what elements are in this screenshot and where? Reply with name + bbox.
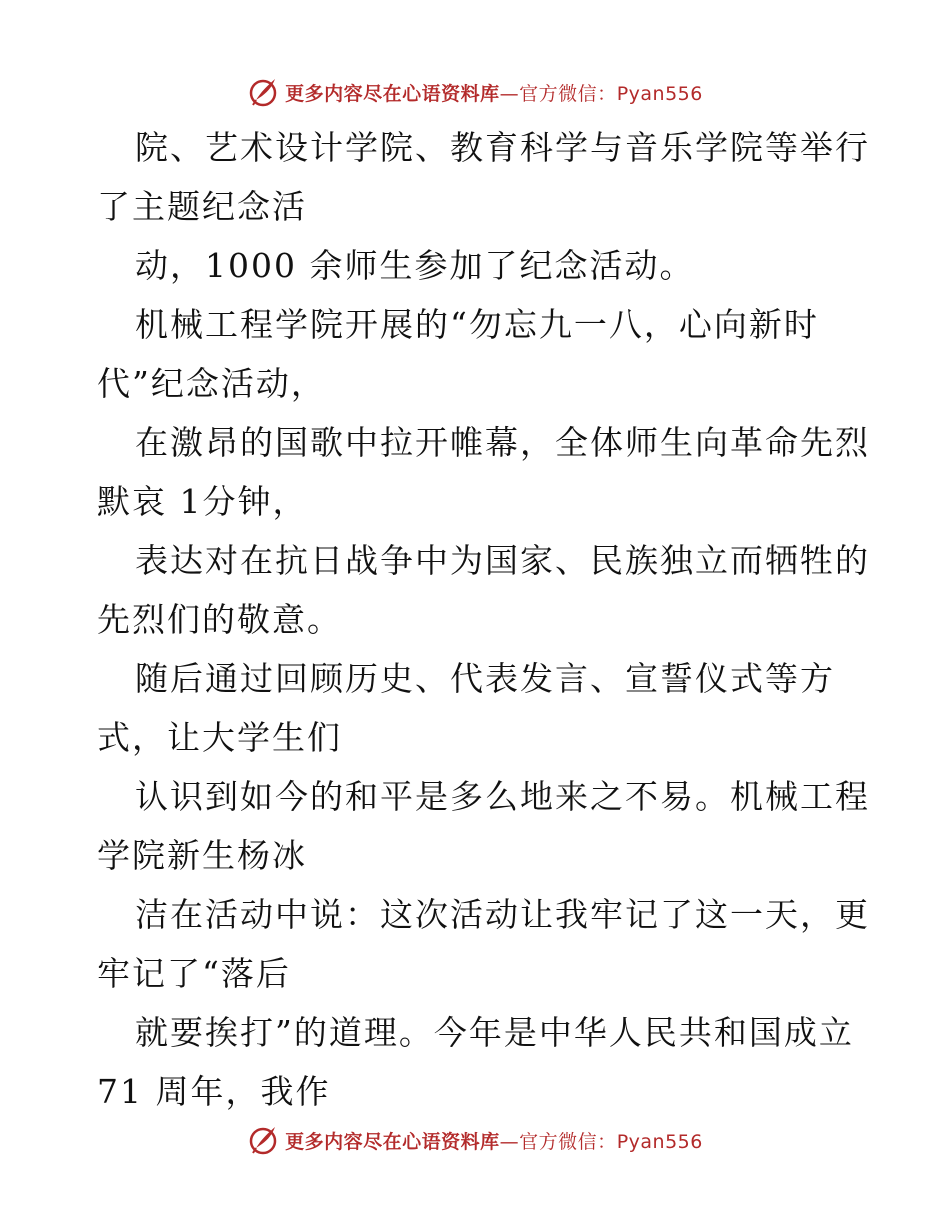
header-banner bbox=[0, 72, 950, 112]
header-title: 更多内容尽在心语资料库 bbox=[285, 82, 500, 105]
header-wechat-id: Pyan556 bbox=[616, 82, 703, 105]
text-line: 了主题纪念活 bbox=[97, 187, 307, 226]
text-line: 就要挨打”的道理。今年是中华人民共和国成立 bbox=[135, 1013, 854, 1052]
text-line: 71 周年，我作 bbox=[97, 1072, 331, 1111]
text-line: 动，1000 余师生参加了纪念活动。 bbox=[135, 246, 695, 285]
text-line: 随后通过回顾历史、代表发言、宣誓仪式等方 bbox=[135, 659, 835, 698]
header-dash: — bbox=[499, 82, 520, 105]
quill-pen-icon bbox=[247, 1124, 279, 1156]
text-line: 代”纪念活动， bbox=[97, 364, 326, 403]
footer-wechat-label: 官方微信： bbox=[519, 1130, 617, 1153]
footer-banner bbox=[0, 1120, 950, 1160]
text-line: 院、艺术设计学院、教育科学与音乐学院等举行 bbox=[135, 128, 870, 167]
footer-title: 更多内容尽在心语资料库 bbox=[285, 1130, 500, 1153]
footer-dash: — bbox=[499, 1130, 520, 1153]
text-line: 先烈们的敬意。 bbox=[97, 600, 342, 639]
document-body bbox=[97, 118, 870, 1121]
text-line: 默哀 1分钟， bbox=[97, 482, 308, 521]
footer-wechat-id: Pyan556 bbox=[616, 1130, 703, 1153]
header-wechat-label: 官方微信： bbox=[519, 82, 617, 105]
text-line: 牢记了“落后 bbox=[97, 954, 291, 993]
text-line: 式，让大学生们 bbox=[97, 718, 342, 757]
text-line: 机械工程学院开展的“勿忘九一八，心向新时 bbox=[135, 305, 819, 344]
quill-pen-icon bbox=[247, 76, 279, 108]
text-line: 洁在活动中说：这次活动让我牢记了这一天，更 bbox=[135, 895, 870, 934]
text-line: 在激昂的国歌中拉开帷幕，全体师生向革命先烈 bbox=[135, 423, 870, 462]
text-line: 表达对在抗日战争中为国家、民族独立而牺牲的 bbox=[135, 541, 870, 580]
text-line: 学院新生杨冰 bbox=[97, 836, 307, 875]
text-line: 认识到如今的和平是多么地来之不易。机械工程 bbox=[135, 777, 870, 816]
